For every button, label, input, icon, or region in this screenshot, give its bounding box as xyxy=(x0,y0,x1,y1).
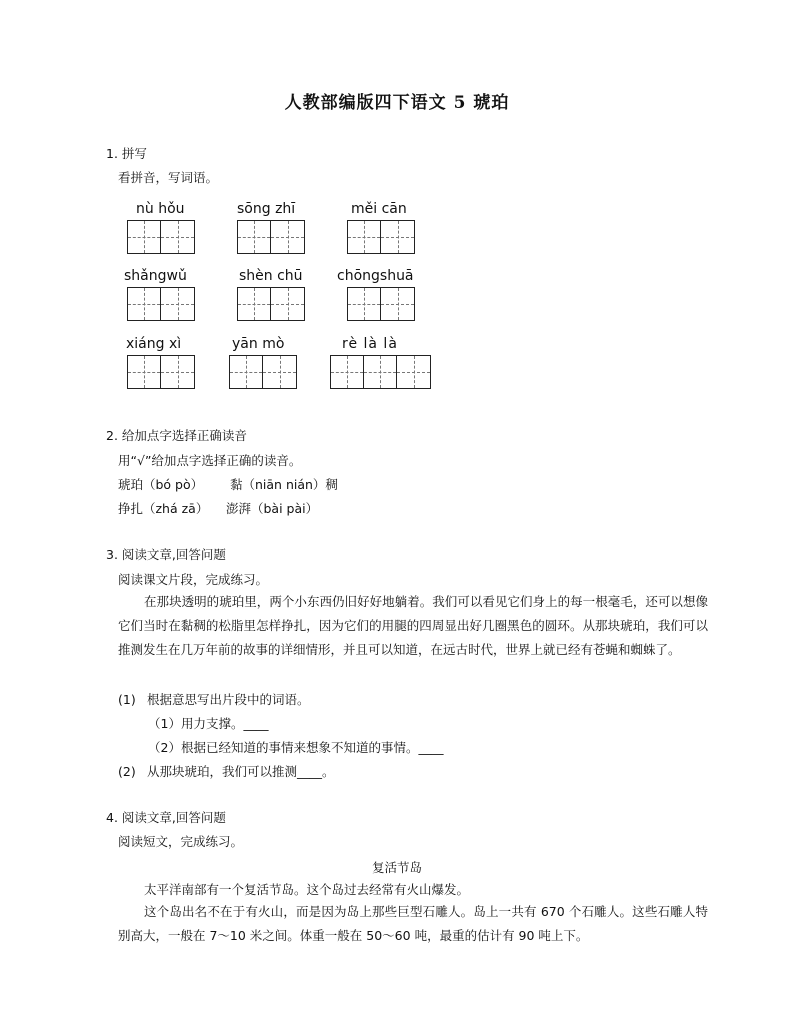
q3-passage: 在那块透明的琥珀里，两个小东西仍旧好好地躺着。我们可以看见它们身上的每一根毫毛，还可以想像它们当时在黏稠的松脂里怎样挣扎，因为它们的用腿的四周显出好几圈黑色的圆环。从那块琥珀，我们可以推测发生在几万年前的故事的详细情形，并且可以知道，在远古时代，世界上就已经有苍蝇和蜘蛛了。 xyxy=(118,594,708,657)
pinyin-label: chōngshuā xyxy=(337,268,414,284)
pinyin-label: sōng zhī xyxy=(237,201,296,217)
q4-story-title: 复活节岛 xyxy=(371,860,422,875)
q4-paragraph-1: 太平洋南部有一个复活节岛。这个岛过去经常有火山爆发。 xyxy=(144,882,470,897)
q4-paragraph-2: 这个岛出名不在于有火山，而是因为岛上那些巨型石雕人。岛上一共有 670 个石雕人。这些石雕人特别高大，一般在 7～10 米之间。体重一般在 50～60 吨，最重的估计有 90 吨上下。 xyxy=(118,904,708,943)
writing-grid[interactable] xyxy=(229,355,297,389)
q1-instruction: 看拼音，写词语。 xyxy=(118,170,219,185)
q2-option-pengpai[interactable]: 澎湃（bài pài） xyxy=(226,501,319,516)
q3-sub1a[interactable]: （1）用力支撑。____ xyxy=(148,716,269,731)
q4-instruction: 阅读短文，完成练习。 xyxy=(118,834,244,849)
q2-option-hupo[interactable]: 琥珀（bó pò） xyxy=(118,477,204,492)
writing-grid[interactable] xyxy=(347,287,415,321)
q3-sub1-prompt: 根据意思写出片段中的词语。 xyxy=(147,692,310,707)
writing-grid[interactable] xyxy=(127,355,195,389)
writing-grid[interactable] xyxy=(330,355,431,389)
pinyin-label: yān mò xyxy=(232,336,285,352)
pinyin-label: shǎngwǔ xyxy=(124,268,187,284)
q3-instruction: 阅读课文片段，完成练习。 xyxy=(118,572,269,587)
q3-sub2-number: (2) xyxy=(118,764,136,779)
writing-grid[interactable] xyxy=(127,220,195,254)
q1-heading: 1. 拼写 xyxy=(106,146,147,161)
q2-option-nianchou[interactable]: 黏（niān nián）稠 xyxy=(230,477,338,492)
writing-grid[interactable] xyxy=(127,287,195,321)
q3-sub1-number: (1) xyxy=(118,692,136,707)
writing-grid[interactable] xyxy=(347,220,415,254)
q3-sub2[interactable]: 从那块琥珀，我们可以推测____。 xyxy=(147,764,335,779)
pinyin-label: měi cān xyxy=(351,201,407,217)
pinyin-label: shèn chū xyxy=(239,268,303,284)
pinyin-label: xiáng xì xyxy=(126,336,182,352)
q3-sub1b[interactable]: （2）根据已经知道的事情来想象不知道的事情。____ xyxy=(148,740,444,755)
writing-grid[interactable] xyxy=(237,220,305,254)
q2-heading: 2. 给加点字选择正确读音 xyxy=(106,428,247,443)
q2-option-zhengzha[interactable]: 挣扎（zhá zā） xyxy=(118,501,209,516)
page-title: 人教部编版四下语文 5 琥珀 xyxy=(284,93,510,113)
pinyin-label: nù hǒu xyxy=(136,201,185,217)
q4-heading: 4. 阅读文章,回答问题 xyxy=(106,810,226,825)
pinyin-label: rè là là xyxy=(342,336,398,352)
q3-heading: 3. 阅读文章,回答问题 xyxy=(106,547,226,562)
writing-grid[interactable] xyxy=(237,287,305,321)
q2-instruction: 用“√”给加点字选择正确的读音。 xyxy=(118,453,302,468)
